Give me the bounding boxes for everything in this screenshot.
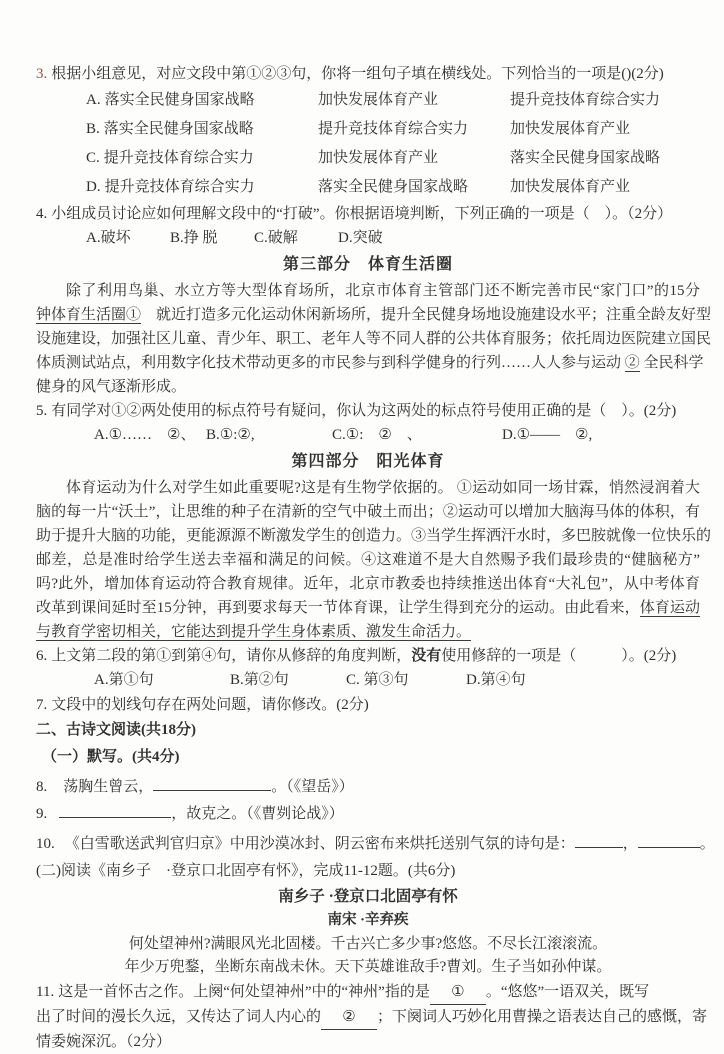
subsection-2-heading: (二)阅读《南乡子 ·登京口北固亭有怀》，完成11-12题。(共6分) — [36, 863, 456, 879]
poem-title: 南乡子 ·登京口北固亭有怀 — [278, 888, 458, 905]
underlined-phrase-shenghuoquan: 钟体育生活圈① — [36, 307, 142, 323]
question-4-options — [36, 226, 700, 251]
underlined-sentence: 与教育学密切相关，它能达到提升学生身体素质、激发生命活力。 — [36, 624, 472, 640]
question-3-option-a: A. 落实全民健身国家战略 加快发展体育产业 提升竞技体育综合实力 — [86, 92, 661, 108]
answer-blank-1: ① — [430, 980, 486, 1005]
question-5-stem: 5. 有同学对①②两处使用的标点符号有疑问，你认为这两处的标点符号使用正确的是（ ）。(2分) — [36, 403, 677, 419]
question-5-option-d: D.①—— ②, — [502, 427, 593, 443]
answer-blank — [153, 775, 271, 791]
question-6-option-b: B.第②句 — [230, 672, 289, 688]
question-5-options — [36, 423, 700, 448]
underlined-mark-2: ② — [624, 355, 640, 371]
question-9: 9. ，故克之。（《曹刿论战》） — [36, 801, 700, 828]
part4-para-line-1: 体育运动为什么对学生如此重要呢?这是有生物学依据的。 ①运动如同一场甘霖，悄然浸润着大 — [66, 480, 700, 496]
subsection-1-heading: （一）默写。(共4分) — [42, 749, 180, 765]
part4-para-line-5: 吗?此外，增加体育运动符合教育规律。近年，北京市教委也持续推送出体育“大礼包”，从中考体育 — [36, 576, 700, 592]
question-5-option-c: C.①: ② 、 — [332, 427, 422, 443]
question-11-line-2: 出了时间的漫长久远，又传达了词人内心的 ② ；下阕词人巧妙化用曹操之语表达自己的感慨，寄 — [36, 1005, 700, 1030]
question-4-option-d: D.突破 — [338, 230, 383, 246]
question-6-option-c: C. 第③句 — [346, 672, 409, 688]
question-4-option-a: A.破坏 — [86, 230, 131, 246]
part3-para-line-5: 健身的风气逐渐形成。 — [36, 379, 187, 395]
answer-blank — [575, 832, 623, 848]
answer-blank — [638, 832, 700, 848]
question-6-option-d: D.第④句 — [466, 672, 526, 688]
poem-line-2: 年少万兜鍪，坐断东南战未休。天下英雄谁敌手?曹刘。生子当如孙仲谋。 — [124, 959, 612, 975]
question-11-line-3: 情委婉深沉。（2分） — [36, 1033, 172, 1050]
question-5-option-a: A.①…… ②、 — [94, 427, 196, 443]
part3-para-line-4: 体质测试站点，利用数字化技术带动更多的市民参与到科学健身的行列……人人参与运动 ② 全民科学 — [36, 355, 704, 371]
answer-blank — [59, 802, 171, 818]
part3-para-line-2: 钟体育生活圈① 就近打造多元化运动休闲新场所，提升全民健身场地设施建设水平；注重全龄友好型 — [36, 307, 712, 323]
part3-heading: 第三部分 体育生活圈 — [282, 256, 453, 273]
underlined-phrase-tiyu-start: 体育运动 — [639, 600, 700, 616]
question-7-stem: 7. 文段中的划线句存在两处问题，请你修改。(2分) — [36, 697, 369, 713]
question-3-stem: 3. 根据小组意见，对应文段中第①②③句，你将一组句子填在横线处。下列恰当的一项是()(2分) — [36, 66, 664, 82]
emphasis-meiyou: 没有 — [411, 648, 442, 664]
part3-para-line-3: 设施建设，加强社区儿童、青少年、职工、老年人等不同人群的公共体育服务；依托周边医院建立国民 — [36, 331, 712, 347]
answer-blank-2: ② — [321, 1005, 377, 1030]
question-4-stem: 4. 小组成员讨论应如何理解文段中的“打破”。你根据语境判断，下列正确的一项是（ ）。（2分） — [36, 206, 673, 222]
question-6-options — [36, 668, 700, 693]
question-4-option-b: B.挣 脱 — [170, 230, 218, 246]
part4-para-line-3: 助于提升大脑的功能，更能源源不断激发学生的创造力。③当学生挥洒汗水时，多巴胺就像一位快乐的 — [36, 528, 712, 544]
part4-para-line-7 — [36, 620, 700, 644]
question-5-option-b: B.①:②, — [206, 427, 255, 443]
question-6-option-a: A.第①句 — [94, 672, 154, 688]
question-8: 8. 荡胸生曾云， 。（《望岳》） — [36, 774, 700, 801]
section-2-heading: 二、古诗文阅读(共18分) — [36, 722, 196, 738]
part4-heading: 第四部分 阳光体育 — [291, 453, 445, 470]
question-3-option-c: C. 提升竞技体育综合实力 加快发展体育产业 落实全民健身国家战略 — [86, 150, 661, 166]
part4-para-line-4: 邮差，总是准时给学生送去幸福和满足的问候。④这难道不是大自然赐予我们最珍贵的“健脑秘方” — [36, 552, 700, 568]
question-6-stem: 6. 上文第二段的第①到第④句，请你从修辞的角度判断，没有使用修辞的一项是（ ）。(2分) — [36, 648, 677, 664]
question-3-option-d: D. 提升竞技体育综合实力 落实全民健身国家战略 加快发展体育产业 — [86, 179, 631, 195]
part3-para-line-1: 除了利用鸟巢、水立方等大型体育场所，北京市体育主管部门还不断完善市民“家门口”的15分 — [66, 283, 700, 299]
poem-line-1: 何处望神州?满眼风光北固楼。千古兴亡多少事?悠悠。不尽长江滚滚流。 — [128, 935, 608, 952]
question-3-option-b: B. 落实全民健身国家战略 提升竞技体育综合实力 加快发展体育产业 — [86, 121, 631, 137]
question-11-line-1: 11. 这是一首怀古之作。上阕“何处望神州”中的“神州”指的是 ① 。“悠悠”一语双关，既写 — [36, 980, 700, 1005]
part4-para-line-6: 改革到课间延时至15分钟，再到要求每天一节体育课，让学生得到充分的运动。由此看来，体育运动 — [36, 600, 700, 616]
question-10: 10. 《白雪歌送武判官归京》中用沙漠冰封、阴云密布来烘托送别气氛的诗句是： ， 。 — [36, 831, 700, 858]
poem-author: 南宋 ·辛弃疾 — [327, 912, 409, 928]
question-4-option-c: C.破解 — [254, 230, 298, 246]
part4-para-line-2: 脑的每一片“沃土”，让思维的种子在清新的空气中破土而出；②运动可以增加大脑海马体的体积，有 — [36, 504, 700, 520]
question-3-number: 3. — [36, 66, 48, 82]
